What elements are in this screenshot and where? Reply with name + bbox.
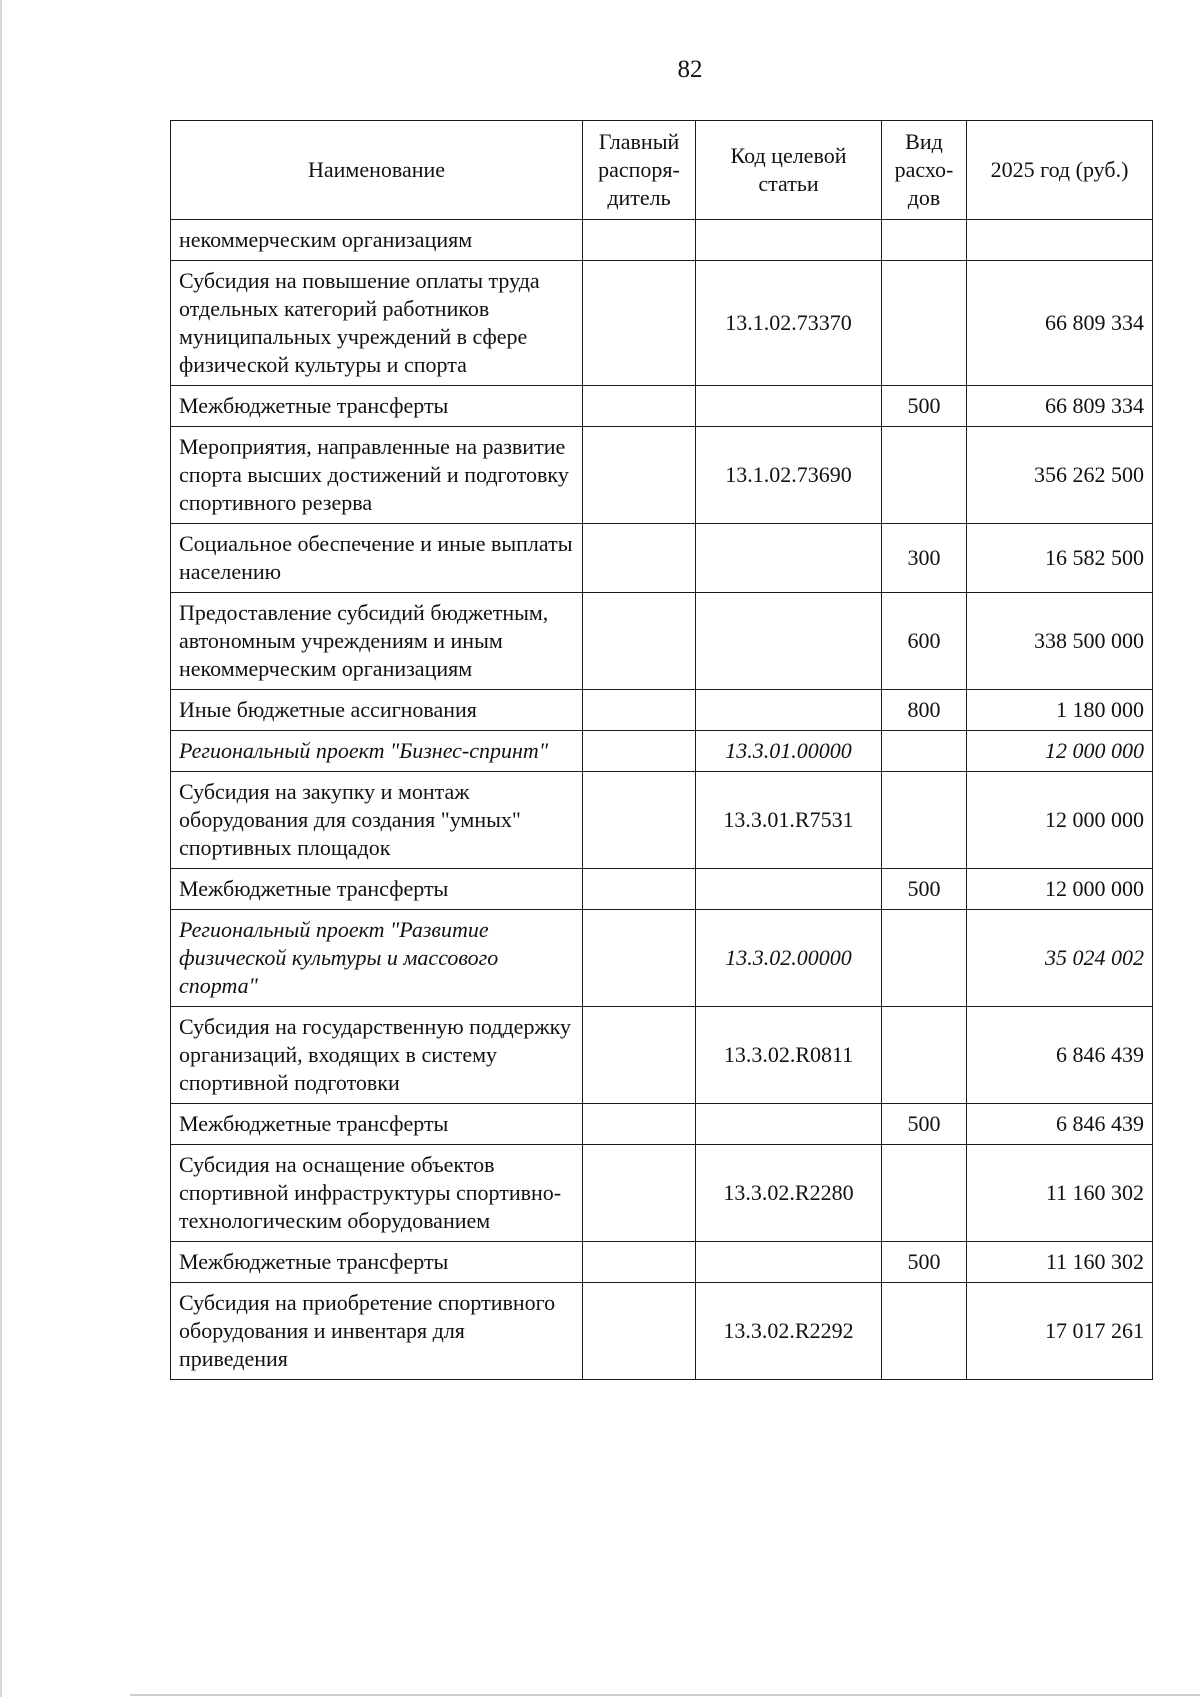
table-row [171, 593, 1153, 690]
budget-table-container [170, 120, 1153, 1380]
cell-name: Межбюджетные трансферты [171, 869, 583, 910]
cell-name: Мероприятия, направленные на развитие спорта высших достижений и подготовку спортивного резерва [171, 427, 583, 524]
cell-manager [583, 1283, 696, 1380]
header-expense-type: Вид расхо-дов [882, 121, 967, 220]
table-body [171, 220, 1153, 1380]
cell-amount: 16 582 500 [967, 524, 1153, 593]
cell-expense-type: 300 [882, 524, 967, 593]
cell-manager [583, 386, 696, 427]
table-row [171, 1104, 1153, 1145]
cell-manager [583, 772, 696, 869]
cell-amount: 6 846 439 [967, 1104, 1153, 1145]
table-row [171, 690, 1153, 731]
header-name: Наименование [171, 121, 583, 220]
table-header [171, 121, 1153, 220]
cell-name: Субсидия на повышение оплаты труда отдельных категорий работников муниципальных учреждений в сфере физической культуры и спорта [171, 261, 583, 386]
header-manager: Главный распоря-дитель [583, 121, 696, 220]
cell-amount: 11 160 302 [967, 1242, 1153, 1283]
cell-manager [583, 220, 696, 261]
cell-target-code: 13.3.01.R7531 [696, 772, 882, 869]
cell-name: Межбюджетные трансферты [171, 1242, 583, 1283]
table-row [171, 1145, 1153, 1242]
cell-target-code [696, 220, 882, 261]
cell-target-code [696, 1242, 882, 1283]
cell-name: Иные бюджетные ассигнования [171, 690, 583, 731]
cell-amount: 356 262 500 [967, 427, 1153, 524]
cell-target-code: 13.1.02.73690 [696, 427, 882, 524]
cell-manager [583, 731, 696, 772]
page-number: 82 [677, 56, 703, 83]
cell-name: некоммерческим организациям [171, 220, 583, 261]
cell-target-code: 13.3.02.R2280 [696, 1145, 882, 1242]
cell-target-code: 13.3.02.R2292 [696, 1283, 882, 1380]
cell-amount [967, 220, 1153, 261]
cell-expense-type [882, 427, 967, 524]
cell-manager [583, 1145, 696, 1242]
footer-rule [130, 1694, 1200, 1696]
cell-expense-type [882, 1283, 967, 1380]
cell-amount: 17 017 261 [967, 1283, 1153, 1380]
cell-expense-type: 600 [882, 593, 967, 690]
header-year: 2025 год (руб.) [967, 121, 1153, 220]
cell-name: Межбюджетные трансферты [171, 386, 583, 427]
cell-name: Межбюджетные трансферты [171, 1104, 583, 1145]
cell-manager [583, 593, 696, 690]
table-row [171, 1007, 1153, 1104]
cell-target-code: 13.3.02.00000 [696, 910, 882, 1007]
cell-amount: 1 180 000 [967, 690, 1153, 731]
cell-amount: 12 000 000 [967, 731, 1153, 772]
cell-manager [583, 869, 696, 910]
cell-amount: 35 024 002 [967, 910, 1153, 1007]
cell-expense-type [882, 1007, 967, 1104]
cell-name: Субсидия на закупку и монтаж оборудования для создания "умных" спортивных площадок [171, 772, 583, 869]
budget-table [170, 120, 1153, 1380]
cell-target-code: 13.3.01.00000 [696, 731, 882, 772]
cell-amount: 12 000 000 [967, 772, 1153, 869]
cell-amount: 11 160 302 [967, 1145, 1153, 1242]
cell-name: Социальное обеспечение и иные выплаты населению [171, 524, 583, 593]
cell-target-code [696, 524, 882, 593]
cell-manager [583, 690, 696, 731]
cell-manager [583, 261, 696, 386]
table-row [171, 524, 1153, 593]
cell-target-code [696, 690, 882, 731]
cell-target-code [696, 869, 882, 910]
cell-manager [583, 910, 696, 1007]
table-row [171, 386, 1153, 427]
cell-expense-type [882, 1145, 967, 1242]
cell-name: Региональный проект "Бизнес-спринт" [171, 731, 583, 772]
cell-expense-type [882, 772, 967, 869]
cell-target-code: 13.3.02.R0811 [696, 1007, 882, 1104]
table-row [171, 772, 1153, 869]
cell-expense-type [882, 910, 967, 1007]
cell-name: Предоставление субсидий бюджетным, автономным учреждениям и иным некоммерческим организациям [171, 593, 583, 690]
header-target-code: Код целевой статьи [696, 121, 882, 220]
cell-expense-type: 500 [882, 386, 967, 427]
cell-manager [583, 524, 696, 593]
cell-expense-type [882, 731, 967, 772]
table-row [171, 427, 1153, 524]
cell-name: Субсидия на приобретение спортивного оборудования и инвентаря для приведения [171, 1283, 583, 1380]
cell-expense-type [882, 220, 967, 261]
header-row [171, 121, 1153, 220]
cell-amount: 12 000 000 [967, 869, 1153, 910]
cell-target-code: 13.1.02.73370 [696, 261, 882, 386]
table-row [171, 1283, 1153, 1380]
table-row [171, 731, 1153, 772]
table-row [171, 869, 1153, 910]
cell-expense-type: 500 [882, 869, 967, 910]
cell-amount: 6 846 439 [967, 1007, 1153, 1104]
cell-manager [583, 1104, 696, 1145]
cell-amount: 338 500 000 [967, 593, 1153, 690]
cell-manager [583, 1007, 696, 1104]
table-row [171, 261, 1153, 386]
cell-name: Субсидия на оснащение объектов спортивной инфраструктуры спортивно-технологическим оборудованием [171, 1145, 583, 1242]
cell-expense-type: 500 [882, 1242, 967, 1283]
cell-manager [583, 1242, 696, 1283]
cell-target-code [696, 386, 882, 427]
cell-target-code [696, 593, 882, 690]
cell-name: Региональный проект "Развитие физической культуры и массового спорта" [171, 910, 583, 1007]
table-row [171, 220, 1153, 261]
cell-manager [583, 427, 696, 524]
table-row [171, 1242, 1153, 1283]
cell-name: Субсидия на государственную поддержку организаций, входящих в систему спортивной подготовки [171, 1007, 583, 1104]
cell-target-code [696, 1104, 882, 1145]
cell-amount: 66 809 334 [967, 261, 1153, 386]
cell-expense-type [882, 261, 967, 386]
cell-amount: 66 809 334 [967, 386, 1153, 427]
cell-expense-type: 500 [882, 1104, 967, 1145]
cell-expense-type: 800 [882, 690, 967, 731]
table-row [171, 910, 1153, 1007]
page-left-edge [0, 0, 2, 1697]
